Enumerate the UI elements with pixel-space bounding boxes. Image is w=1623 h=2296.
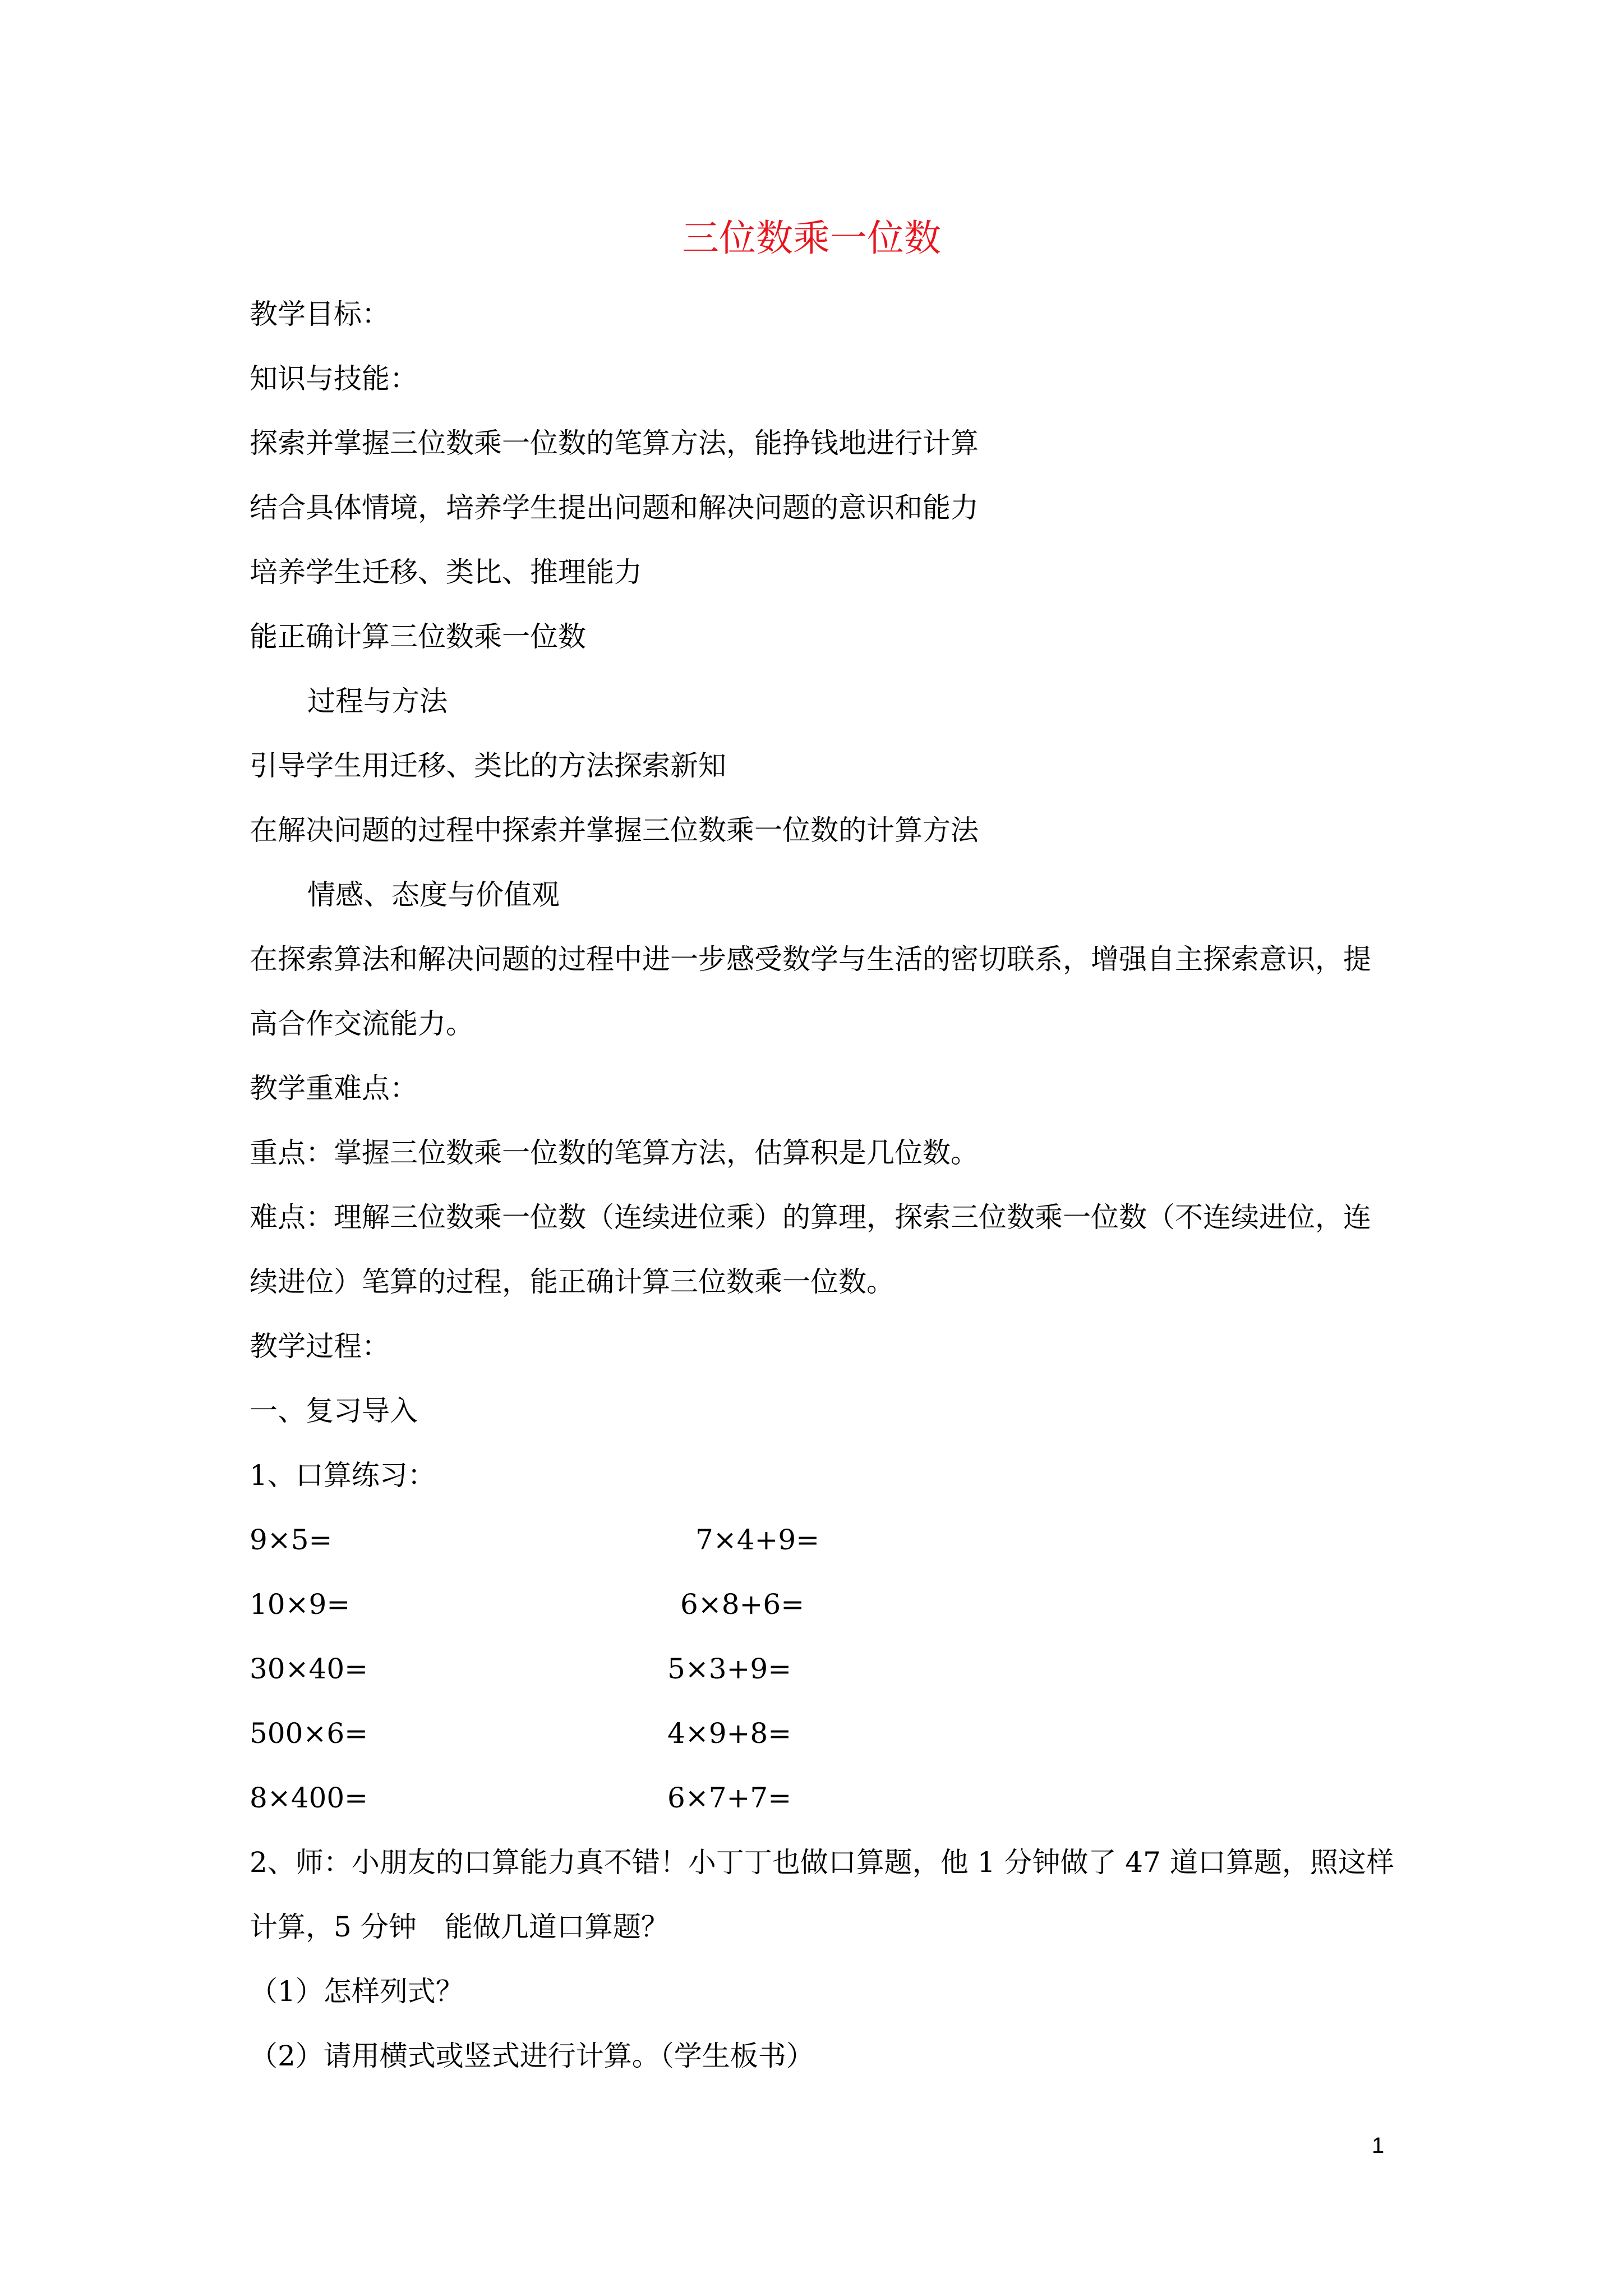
exercise-left: 8×400= (250, 1782, 368, 1814)
heading-process-method: 过程与方法 (307, 685, 448, 717)
question-item: （2）请用横式或竖式进行计算。（学生板书） (250, 2040, 814, 2072)
heading-key-points: 教学重难点： (250, 1072, 418, 1105)
heading-emotion-values: 情感、态度与价值观 (307, 878, 560, 911)
values-line: 在探索算法和解决问题的过程中进一步感受数学与生活的密切联系，增强自主探索意识，提 (250, 943, 1371, 976)
heading-teaching-process: 教学过程： (250, 1330, 390, 1363)
exercise-left: 500×6= (250, 1717, 368, 1750)
heading-teaching-goals: 教学目标： (250, 298, 390, 330)
exercise-left: 10×9= (250, 1588, 351, 1621)
difficulty-line: 续进位）笔算的过程，能正确计算三位数乘一位数。 (250, 1266, 895, 1298)
goal-line: 能正确计算三位数乘一位数 (250, 620, 586, 653)
method-line: 在解决问题的过程中探索并掌握三位数乘一位数的计算方法 (250, 814, 979, 846)
document-title: 三位数乘一位数 (682, 217, 941, 260)
page-number: 1 (1372, 2133, 1385, 2158)
difficulty-line: 难点：理解三位数乘一位数（连续进位乘）的算理，探索三位数乘一位数（不连续进位，连 (250, 1201, 1371, 1234)
goal-line: 培养学生迁移、类比、推理能力 (250, 556, 642, 588)
question-item: （1）怎样列式？ (250, 1975, 464, 2008)
exercise-right: 7×4+9= (695, 1524, 820, 1556)
goal-line: 探索并掌握三位数乘一位数的笔算方法，能挣钱地进行计算 (250, 427, 979, 459)
oral-practice-heading: 1、口算练习： (250, 1459, 436, 1492)
goal-line: 结合具体情境，培养学生提出问题和解决问题的意识和能力 (250, 491, 979, 524)
heading-knowledge-skills: 知识与技能： (250, 362, 418, 395)
exercise-right: 4×9+8= (667, 1717, 792, 1750)
problem-line: 2、师：小朋友的口算能力真不错！小丁丁也做口算题，他 1 分钟做了 47 道口算题，照这样 (250, 1846, 1394, 1879)
exercise-left: 30×40= (250, 1653, 368, 1685)
key-point-line: 重点：掌握三位数乘一位数的笔算方法，估算积是几位数。 (250, 1137, 979, 1169)
exercise-right: 6×7+7= (667, 1782, 792, 1814)
problem-line: 计算，5 分钟 能做几道口算题？ (250, 1911, 669, 1943)
section-review: 一、复习导入 (250, 1395, 418, 1427)
exercise-right: 5×3+9= (667, 1653, 792, 1685)
method-line: 引导学生用迁移、类比的方法探索新知 (250, 749, 726, 782)
values-line: 高合作交流能力。 (250, 1007, 474, 1040)
exercise-left: 9×5= (250, 1524, 333, 1556)
exercise-right: 6×8+6= (680, 1588, 805, 1621)
